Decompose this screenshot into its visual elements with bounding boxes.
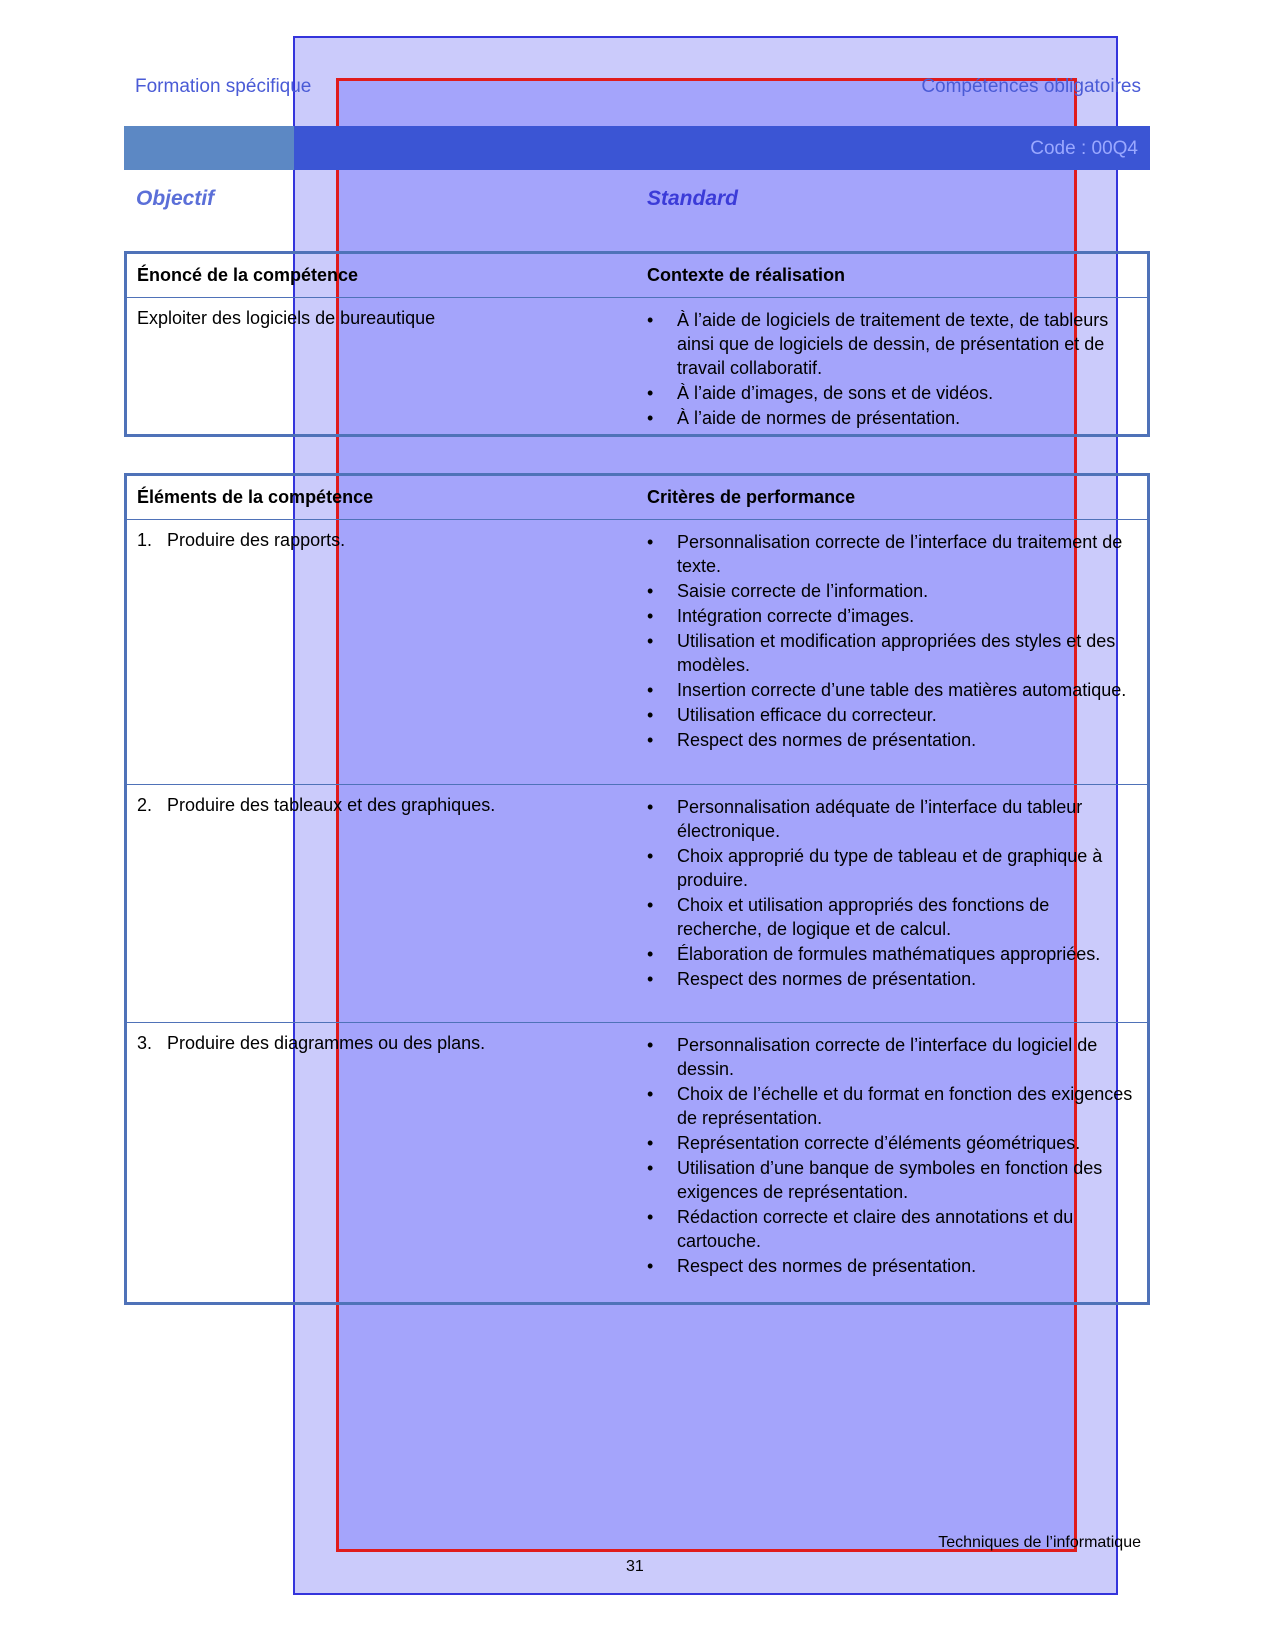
competency-code: Code : 00Q4: [1030, 138, 1138, 159]
element-number: 1.: [137, 530, 153, 550]
list-item: • Élaboration de formules mathématiques appropriées.: [647, 942, 1137, 966]
table-row: [127, 298, 1147, 439]
table-row: [127, 520, 1147, 785]
list-item: • Rédaction correcte et claire des annotations et du cartouche.: [647, 1205, 1137, 1253]
code-band: [124, 126, 1150, 170]
element-text: Produire des rapports.: [167, 530, 346, 550]
list-item: • Insertion correcte d’une table des matières automatique.: [647, 678, 1137, 702]
code-band-accent: [124, 126, 294, 170]
element-number: 3.: [137, 1033, 153, 1053]
competency-statement: Exploiter des logiciels de bureautique: [137, 308, 436, 328]
list-item: • Personnalisation correcte de l’interface du logiciel de dessin.: [647, 1033, 1137, 1081]
list-item: • Respect des normes de présentation.: [647, 967, 1137, 991]
list-item: • Saisie correcte de l’information.: [647, 579, 1137, 603]
col-criteres: Critères de performance: [647, 487, 856, 507]
header-formation: Formation spécifique: [135, 76, 312, 97]
list-item: • Utilisation d’une banque de symboles en fonction des exigences de représentation.: [647, 1156, 1137, 1204]
elements-table: [124, 473, 1150, 1305]
enonce-table: [124, 251, 1150, 437]
page-number: 31: [626, 1558, 644, 1575]
list-item: • À l’aide de normes de présentation.: [647, 406, 1137, 430]
list-item: • Utilisation et modification appropriées des styles et des modèles.: [647, 629, 1137, 677]
list-item: • À l’aide de logiciels de traitement de texte, de tableurs ainsi que de logiciels de dessin, de présentation et de travail collaboratif.: [647, 308, 1137, 380]
list-item: • Choix approprié du type de tableau et de graphique à produire.: [647, 844, 1137, 892]
col-enonce: Énoncé de la compétence: [137, 265, 359, 285]
col-contexte: Contexte de réalisation: [647, 265, 846, 285]
list-item: • Utilisation efficace du correcteur.: [647, 703, 1137, 727]
list-item: • Intégration correcte d’images.: [647, 604, 1137, 628]
criteria-list: [647, 1033, 1137, 1278]
header-competences: Compétences obligatoires: [921, 76, 1141, 97]
objectif-heading: Objectif: [136, 187, 215, 210]
element-label: [127, 520, 647, 784]
table-row: [127, 1023, 1147, 1287]
elements-table-header: [127, 476, 1147, 520]
list-item: • À l’aide d’images, de sons et de vidéos.: [647, 381, 1137, 405]
footer-program: Techniques de l’informatique: [938, 1534, 1141, 1551]
list-item: • Choix de l’échelle et du format en fonction des exigences de représentation.: [647, 1082, 1137, 1130]
list-item: • Représentation correcte d’éléments géométriques.: [647, 1131, 1137, 1155]
standard-heading: Standard: [647, 187, 739, 210]
element-label: [127, 1023, 647, 1287]
element-number: 2.: [137, 795, 153, 815]
col-elements: Éléments de la compétence: [137, 487, 374, 507]
criteria-list: [647, 795, 1137, 991]
element-text: Produire des tableaux et des graphiques.: [167, 795, 496, 815]
element-label: [127, 785, 647, 1022]
list-item: • Respect des normes de présentation.: [647, 1254, 1137, 1278]
enonce-table-header: [127, 254, 1147, 298]
list-item: • Personnalisation adéquate de l’interface du tableur électronique.: [647, 795, 1137, 843]
element-text: Produire des diagrammes ou des plans.: [167, 1033, 486, 1053]
list-item: • Choix et utilisation appropriés des fonctions de recherche, de logique et de calcul.: [647, 893, 1137, 941]
list-item: • Personnalisation correcte de l’interface du traitement de texte.: [647, 530, 1137, 578]
criteria-list: [647, 530, 1137, 752]
context-list: [647, 308, 1137, 430]
list-item: • Respect des normes de présentation.: [647, 728, 1137, 752]
table-row: [127, 785, 1147, 1023]
